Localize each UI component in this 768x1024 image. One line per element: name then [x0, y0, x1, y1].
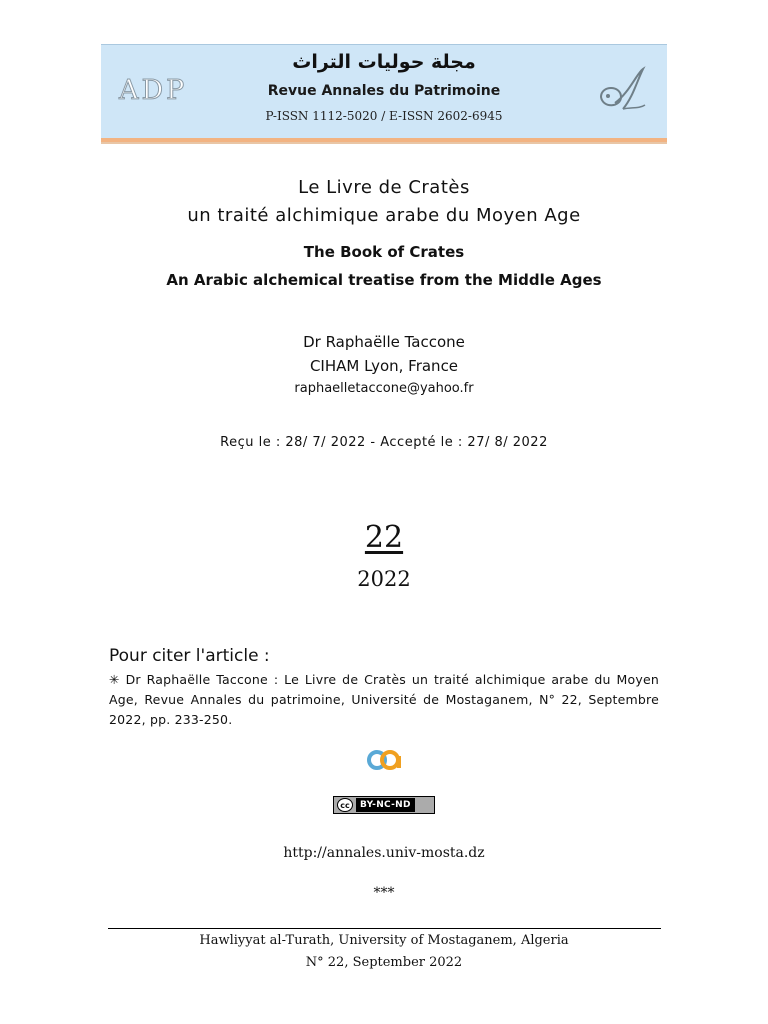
author-email[interactable]: raphaelletaccone@yahoo.fr: [294, 381, 474, 396]
adp-logo: ADP: [119, 75, 188, 106]
journal-header: [101, 44, 667, 139]
author-name: Dr Raphaëlle Taccone: [303, 333, 465, 351]
cc-icon: cc: [337, 798, 353, 812]
submission-dates: Reçu le : 28/ 7/ 2022 - Accepté le : 27/ 8/ 2022: [220, 435, 548, 450]
english-title-line1: The Book of Crates: [303, 243, 465, 261]
footer-line1: Hawliyyat al-Turath, University of Mostaganem, Algeria: [199, 933, 569, 948]
english-title-line2: An Arabic alchemical treatise from the Middle Ages: [166, 271, 602, 289]
issn-line: P-ISSN 1112-5020 / E-ISSN 2602-6945: [265, 109, 503, 123]
open-access-icon: [366, 748, 402, 772]
issue-number: 22: [364, 520, 404, 555]
header-accent-bar-thin: [101, 142, 667, 144]
french-title-line1: Le Livre de Cratès: [298, 177, 470, 198]
journal-url-link[interactable]: http://annales.univ-mosta.dz: [283, 845, 485, 861]
author-affiliation: CIHAM Lyon, France: [309, 357, 459, 375]
creative-commons-badge[interactable]: [333, 796, 435, 814]
footer-divider: [108, 928, 661, 929]
footer-line2: N° 22, September 2022: [305, 955, 463, 970]
journal-title: Revue Annales du Patrimoine: [267, 83, 501, 99]
section-separator: ***: [373, 885, 395, 901]
citation-text: ✳ Dr Raphaëlle Taccone : Le Livre de Cratès un traité alchimique arabe du Moyen Age, Revue Annales du patrimoine, Université de Mostaganem, N° 22, Septembre 2022, pp. 233-250.: [109, 672, 659, 727]
citation-heading: Pour citer l'article :: [109, 646, 270, 666]
journal-emblem-icon: [593, 63, 651, 117]
arabic-journal-title: مجلة حوليات التراث: [292, 51, 476, 73]
french-title-line2: un traité alchimique arabe du Moyen Age: [187, 205, 581, 226]
issue-year: 2022: [357, 567, 411, 591]
cc-license-label: BY-NC-ND: [356, 798, 415, 812]
